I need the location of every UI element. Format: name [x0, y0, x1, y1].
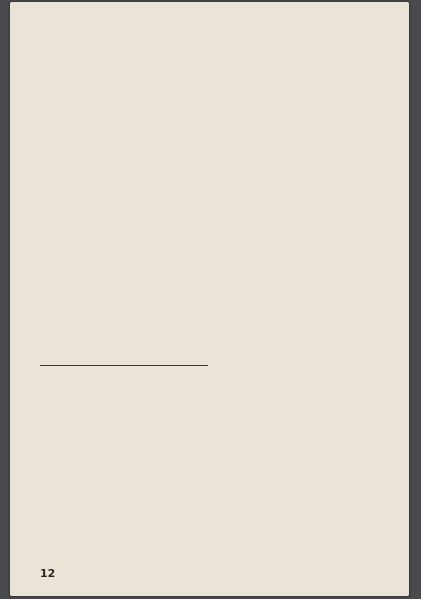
section-divider — [40, 365, 208, 366]
magazine-page — [10, 2, 409, 596]
right-column-text — [230, 14, 398, 570]
left-column-text — [40, 14, 208, 570]
page-number: 12 — [40, 567, 56, 580]
